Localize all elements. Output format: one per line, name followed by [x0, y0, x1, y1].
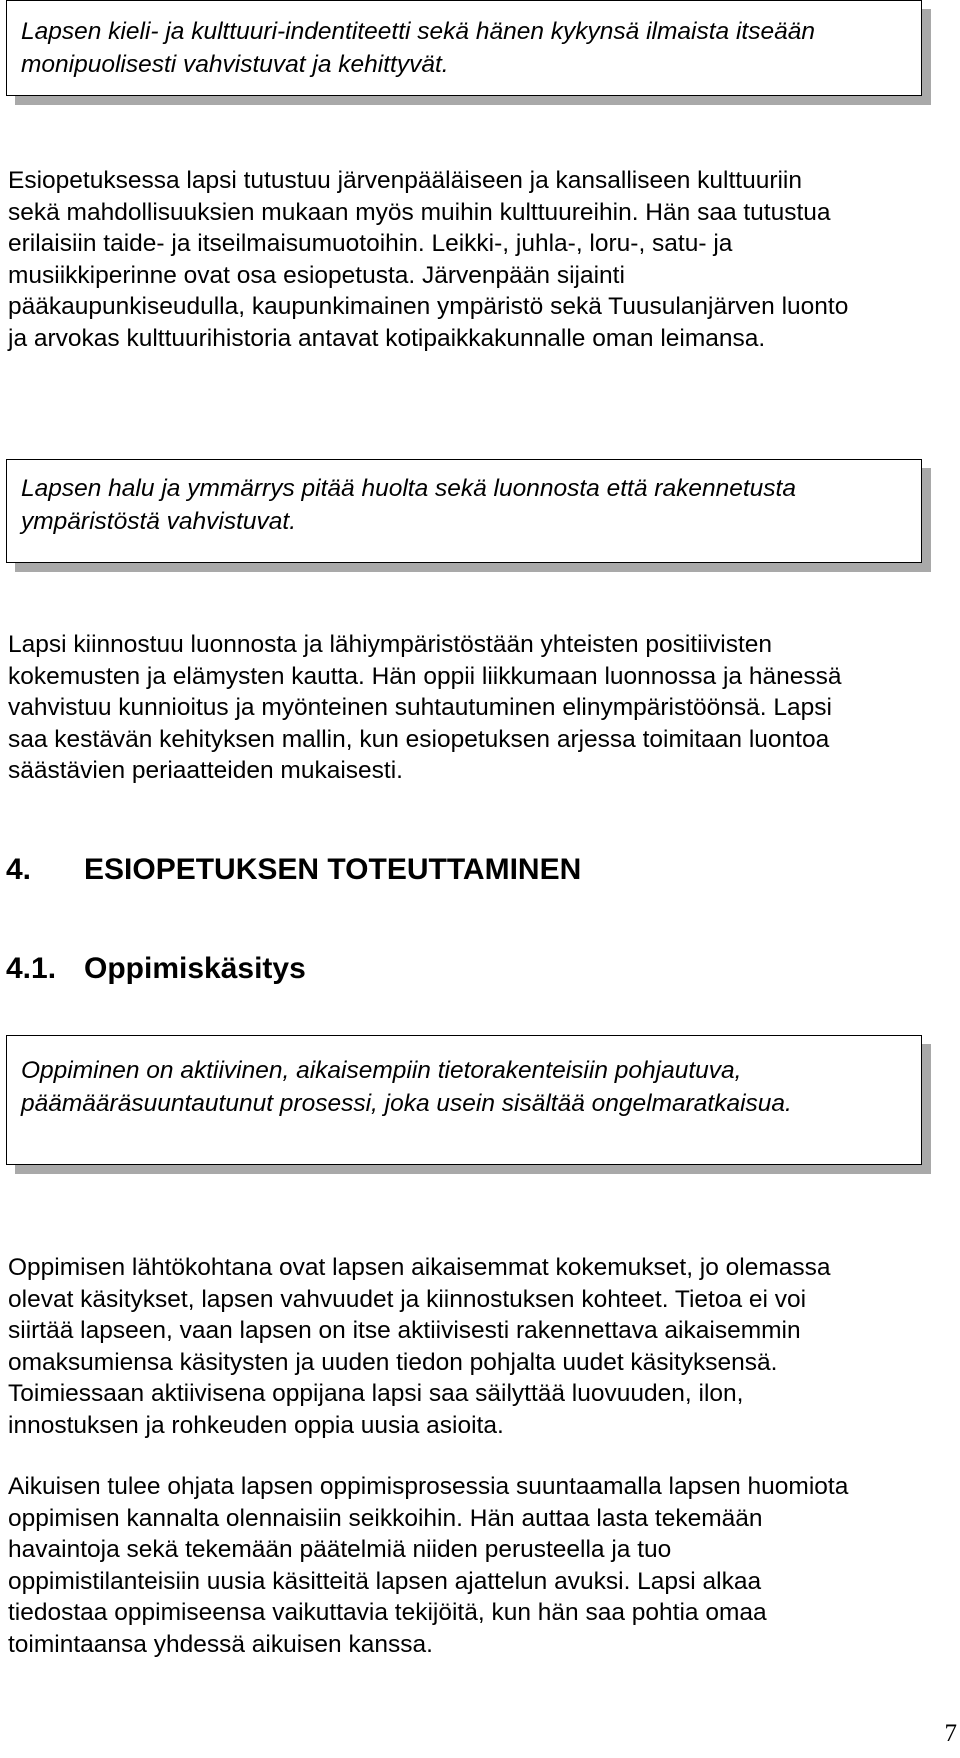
paragraph-learning-basis: Oppimisen lähtökohtana ovat lapsen aikaisemmat kokemukset, jo olemassa olevat käsitykset, lapsen vahvuudet ja kiinnostuksen kohteet. Tietoa ei voi siirtää lapseen, vaan lapsen on itse aktiivisesti rakennettava aikaisemmin omaksumiensa käsitysten ja uuden tiedon pohjalta uudet käsityksensä. Toimiessaan aktiivisena oppijana lapsi saa säilyttää luovuuden, ilon, innostuksen ja rohkeuden oppia uusia asioita. — [8, 1254, 831, 1439]
highlight-box-nature — [6, 459, 922, 563]
highlight-box-learning — [6, 1035, 922, 1165]
highlight-text-culture: Lapsen kieli- ja kulttuuri-indentiteetti sekä hänen kykynsä ilmaista itseään monipuolisesti vahvistuvat ja kehittyvät. — [21, 18, 815, 78]
section-number: 4. — [6, 853, 32, 886]
section-number: 4.1. — [6, 952, 57, 985]
highlight-box-culture — [6, 0, 922, 96]
section-title: Oppimiskäsitys — [84, 952, 306, 985]
section-heading-4-1 — [6, 951, 306, 987]
highlight-text-learning: Oppiminen on aktiivinen, aikaisempiin tietorakenteisiin pohjautuva, päämääräsuuntautunut prosessi, joka usein sisältää ongelmaratkaisua. — [21, 1057, 792, 1117]
highlight-text-nature: Lapsen halu ja ymmärrys pitää huolta sekä luonnosta että rakennetusta ympäristöstä vahvistuvat. — [21, 475, 796, 535]
section-heading-4 — [6, 852, 581, 888]
page-number: 7 — [944, 1720, 957, 1747]
section-title: ESIOPETUKSEN TOTEUTTAMINEN — [84, 853, 582, 886]
paragraph-culture: Esiopetuksessa lapsi tutustuu järvenpääläiseen ja kansalliseen kulttuuriin sekä mahdollisuuksien mukaan myös muihin kulttuureihin. Hän saa tutustua erilaisiin taide- ja itseilmaisumuotoihin. Leikki-, juhla-, loru-, satu- ja musiikkiperinne ovat osa esiopetusta. Järvenpään sijainti pääkaupunkiseudulla, kaupunkimainen ympäristö sekä Tuusulanjärven luonto ja arvokas kulttuurihistoria antavat kotipaikkakunnalle oman leimansa. — [8, 167, 849, 352]
paragraph-adult-role: Aikuisen tulee ohjata lapsen oppimisprosessia suuntaamalla lapsen huomiota oppimisen kannalta olennaisiin seikkoihin. Hän auttaa lasta tekemään havaintoja sekä tekemään päätelmiä niiden perusteella ja tuo oppimistilanteisiin uusia käsitteitä lapsen ajattelun avuksi. Lapsi alkaa tiedostaa oppimiseensa vaikuttavia tekijöitä, kun hän saa pohtia omaa toimintaansa yhdessä aikuisen kanssa. — [8, 1473, 849, 1658]
paragraph-nature: Lapsi kiinnostuu luonnosta ja lähiympäristöstään yhteisten positiivisten kokemusten ja elämysten kautta. Hän oppii liikkumaan luonnossa ja hänessä vahvistuu kunnioitus ja myönteinen suhtautuminen elinympäristöönsä. Lapsi saa kestävän kehityksen mallin, kun esiopetuksen arjessa toimitaan luontoa säästävien periaatteiden mukaisesti. — [8, 631, 842, 785]
